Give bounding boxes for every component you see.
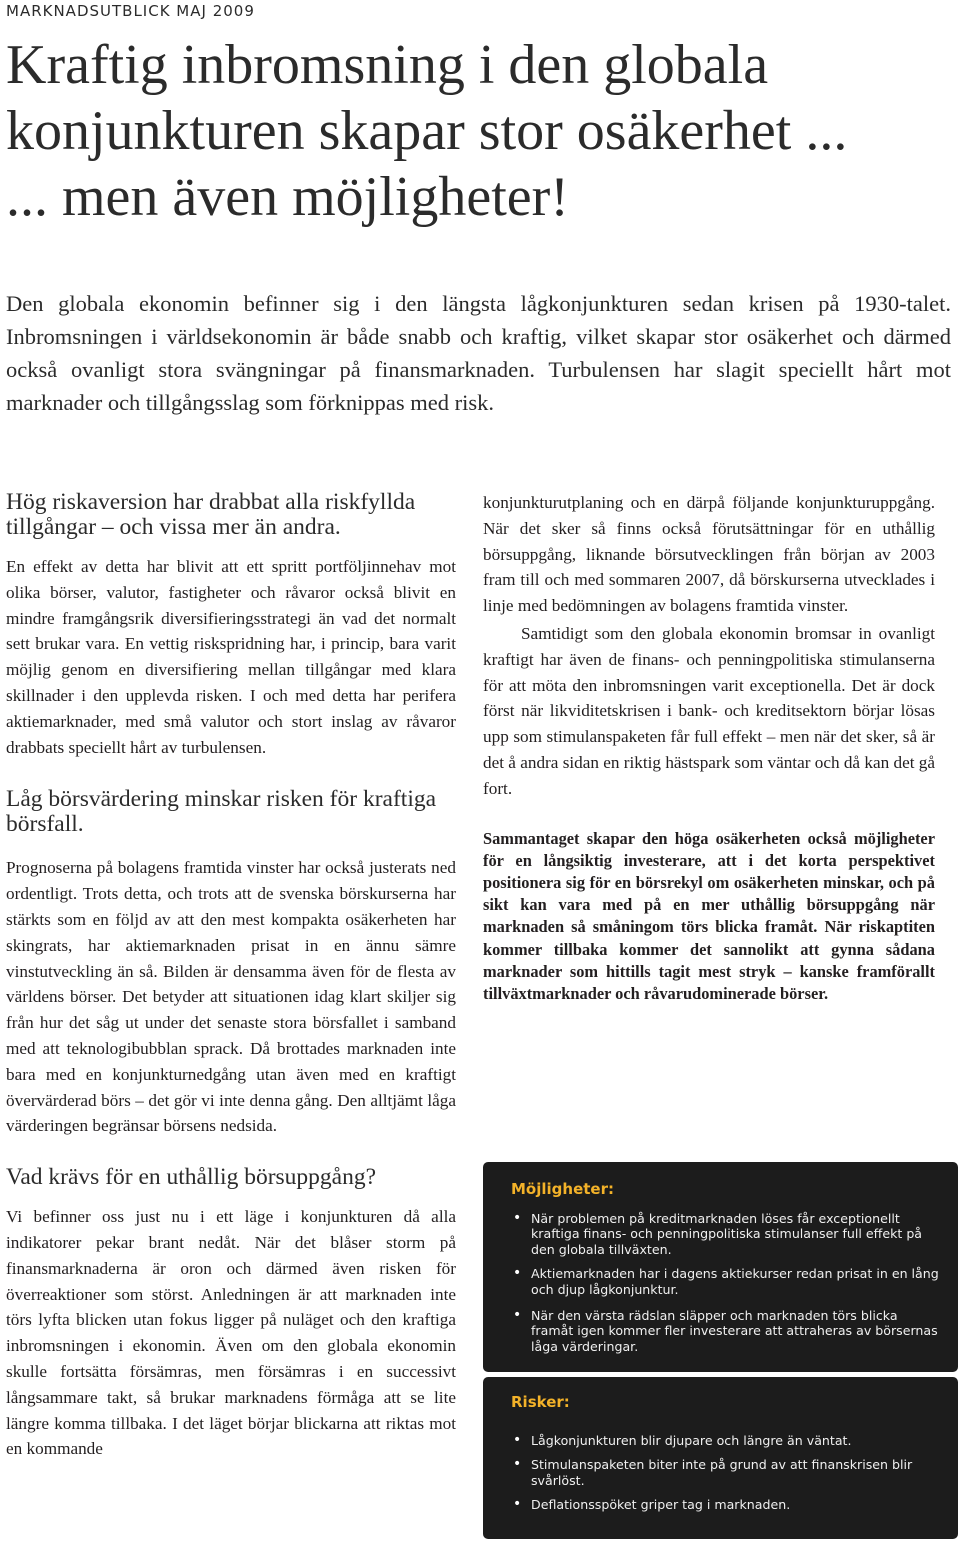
risks-title: Risker: — [511, 1393, 570, 1411]
headline-line-2: konjunkturen skapar stor osäkerhet ... — [6, 100, 848, 162]
list-item: • Lågkonjunkturen blir djupare och längre än väntat. — [511, 1433, 940, 1448]
list-item: • När den värsta rädslan släpper och marknaden törs blicka framåt igen kommer fler investerare att attraheras av börsernas låga värderingar. — [511, 1308, 940, 1354]
list-item: • När problemen på kreditmarknaden löses får exceptionellt kraftiga finans- och penningpolitiska stimulanser full effekt på den globala tillväxten. — [511, 1211, 940, 1257]
section-kicker: MARKNADSUTBLICK MAJ 2009 — [6, 2, 255, 20]
risks-box — [483, 1377, 958, 1539]
right-column — [483, 490, 935, 1005]
headline — [6, 32, 956, 230]
headline-line-1: Kraftig inbromsning i den globala — [6, 34, 769, 96]
list-item: • Stimulanspaketen biter inte på grund av att finanskrisen blir svårlöst. — [511, 1457, 940, 1488]
intro-paragraph: Den globala ekonomin befinner sig i den längsta lågkonjunkturen sedan krisen på 1930-talet. Inbromsningen i världsekonomin är både snabb och kraftig, vilket skapar stor osäkerhet och därmed också ovanligt stora svängningar på finansmarknaden. Turbulensen har slagit speciellt hårt mot marknader och tillgångsslag som förknippas med risk. — [6, 291, 951, 415]
left-heading-1: Hög riskaversion har drabbat alla riskfyllda tillgångar – och vissa mer än andra. — [6, 489, 416, 540]
right-paragraph-2: Samtidigt som den globala ekonomin bromsar in ovanligt kraftigt har även de finans- och penningpolitiska stimulanserna för att möta den inbromsningen varit exceptionella. Det är dock först när likviditetskrisen i bank- och kreditsektorn börjar lösas upp som stimulanspaketen får full effekt – men när det sker, så är det å andra sidan en riktig hästspark som väntar och då kan det gå fort. — [483, 623, 935, 798]
left-heading-2: Låg börsvärdering minskar risken för kraftiga börsfall. — [6, 786, 437, 838]
left-heading-3: Vad krävs för en uthållig börsuppgång? — [6, 1164, 377, 1191]
opportunities-list — [511, 1211, 940, 1354]
left-paragraph-1: En effekt av detta har blivit att ett spritt portföljinnehav mot olika börser, valutor, fastigheter och råvaror också blivit en mindre framgångsrik diversifieringsstrategi än vad det normalt sett brukar vara. En vettig riskspridning har, i princip, bara varit möjlig genom en diversifiering mellan tillgångar med klara skillnader i den upplevda risken. I och med detta har perifera aktiemarknader, med små valutor och stort inslag av råvaror drabbats speciellt hårt av turbulensen. — [6, 557, 456, 757]
list-item: • Aktiemarknaden har i dagens aktiekurser redan prisat in en lång och djup lågkonjunktur. — [511, 1266, 940, 1297]
left-paragraph-3: Vi befinner oss just nu i ett läge i konjunkturen då alla indikatorer pekar brant nedåt. När det blåser storm på finansmarknaderna är oron och därmed även risken för överreaktioner som störst. Anledningen är att marknaden inte törs lyfta blicken utan fokus ligger på nuläget och den kraftiga inbromsningen i ekonomin. Även om den globala ekonomin skulle fortsätta försämras, men försämras i en successivt långsammare takt, så brukar marknadens förmåga att se lite längre komma tillbaka. I det läget börjar blickarna att riktas mot en kommande — [6, 1207, 456, 1459]
right-summary-bold: Sammantaget skapar den höga osäkerheten också möjligheter för en långsiktig investerare, att i det korta perspektivet positionera sig för en börsrekyl om osäkerheten minskar, och på sikt kan vara med på en mer uthållig börsuppgång när marknaden så småningom törs blicka framåt. När riskaptiten kommer tillbaka kommer det sannolikt att gynna sådana marknader som hittills tagit mest stryk – kanske framförallt tillväxtmarknader och råvarudominerade börser. — [483, 828, 935, 1003]
opportunities-title: Möjligheter: — [511, 1180, 614, 1198]
right-paragraph-1: konjunkturutplaning och en därpå följande konjunkturuppgång. När det sker så finns också förutsättningar för en uthållig börsuppgång, liknande börsutvecklingen från början av 2003 fram till och med sommaren 2007, då börskurserna utvecklades i linje med bedömningen av bolagens framtida vinster. — [483, 493, 935, 616]
headline-line-3: ... men även möjligheter! — [6, 166, 569, 228]
left-paragraph-2: Prognoserna på bolagens framtida vinster har också justerats ned ordentligt. Trots detta, och trots att de svenska börskurserna har stärkts som en följd av att den mest kompakta osäkerheten har skingrats, har aktiemarknaden prisat in en ännu sämre vinstutveckling än så. Bilden är densamma även för de flesta av världens börser. Det betyder att situationen idag klart skiljer sig från hur det såg ut under det senaste stora börsfallet i samband med att teknologibubblan sprack. Då brottades marknaden inte bara med en konjunkturnedgång utan även med en kraftigt övervärderad börs – det gör vi inte denna gång. Den alltjämt låga värderingen begränsar börsens nedsida. — [6, 858, 456, 1136]
list-item: • Deflationsspöket griper tag i marknaden. — [511, 1497, 940, 1512]
risks-list — [511, 1433, 940, 1513]
left-column — [6, 490, 456, 1462]
opportunities-box — [483, 1162, 958, 1372]
